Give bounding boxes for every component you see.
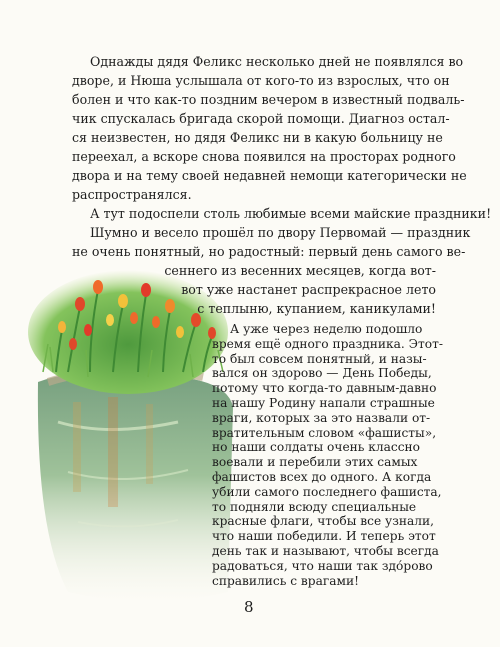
text-line: переехал, а вскоре снова появился на просторах родного (72, 149, 456, 164)
text-line: что наши победили. И теперь этот (212, 529, 436, 544)
text-line: дворе, и Нюша услышала от кого-то из взрослых, что он (72, 73, 450, 88)
text-line: враги, которых за это назвали от- (212, 410, 431, 425)
text-line: Однажды дядя Феликс несколько дней не появлялся во (90, 54, 464, 69)
text-line: Шумно и весело прошёл по двору Первомай — праздник (90, 225, 471, 240)
text-line: А тут подоспели столь любимые всеми майские праздники! (90, 206, 492, 221)
text-line: не очень понятный, но радостный: первый день самого ве- (72, 244, 466, 259)
text-line: воевали и перебили этих самых (212, 455, 418, 470)
text-line: А уже через неделю подошло (230, 322, 423, 336)
text-line: красные флаги, чтобы все узнали, (212, 514, 434, 529)
text-line: убили самого последнего фашиста, (212, 484, 442, 499)
text-line: день так и называют, чтобы всегда (212, 544, 439, 558)
text-line: то был совсем понятный, и назы- (212, 351, 427, 366)
text-line: двора и на тему своей недавней немощи категорически не (72, 168, 467, 183)
text-line: радоваться, что наши так здо́рово (212, 558, 433, 573)
text-line: справились с врагами! (212, 573, 359, 588)
text-line: распространялся. (72, 187, 192, 202)
text-line: вот уже настанет распрекрасное лето (181, 282, 436, 297)
text-line: с теплыню, купанием, каникулами! (197, 301, 436, 316)
text-line: на нашу Родину напали страшные (212, 396, 435, 410)
text-line: но наши солдаты очень классно (212, 440, 421, 455)
text-line: вратительным словом «фашисты», (212, 425, 437, 440)
text-line: время ещё одного праздника. Этот- (212, 336, 443, 351)
text-line: чик спускалась бригада скорой помощи. Диагноз остал- (72, 111, 450, 126)
text-line: потому что когда-то давным-давно (212, 381, 437, 396)
text-line: болен и что как-то поздним вечером в известный подваль- (72, 92, 465, 107)
text-line: вался он здорово — День Победы, (212, 366, 432, 381)
text-line: то подняли всюду специальные (212, 499, 417, 514)
page-number: 8 (244, 598, 254, 616)
text-line: фашистов всех до одного. А когда (212, 470, 432, 484)
text-line: ся неизвестен, но дядя Феликс ни в какую больницу не (72, 130, 443, 145)
text-line: сеннего из весенних месяцев, когда вот- (164, 263, 436, 278)
